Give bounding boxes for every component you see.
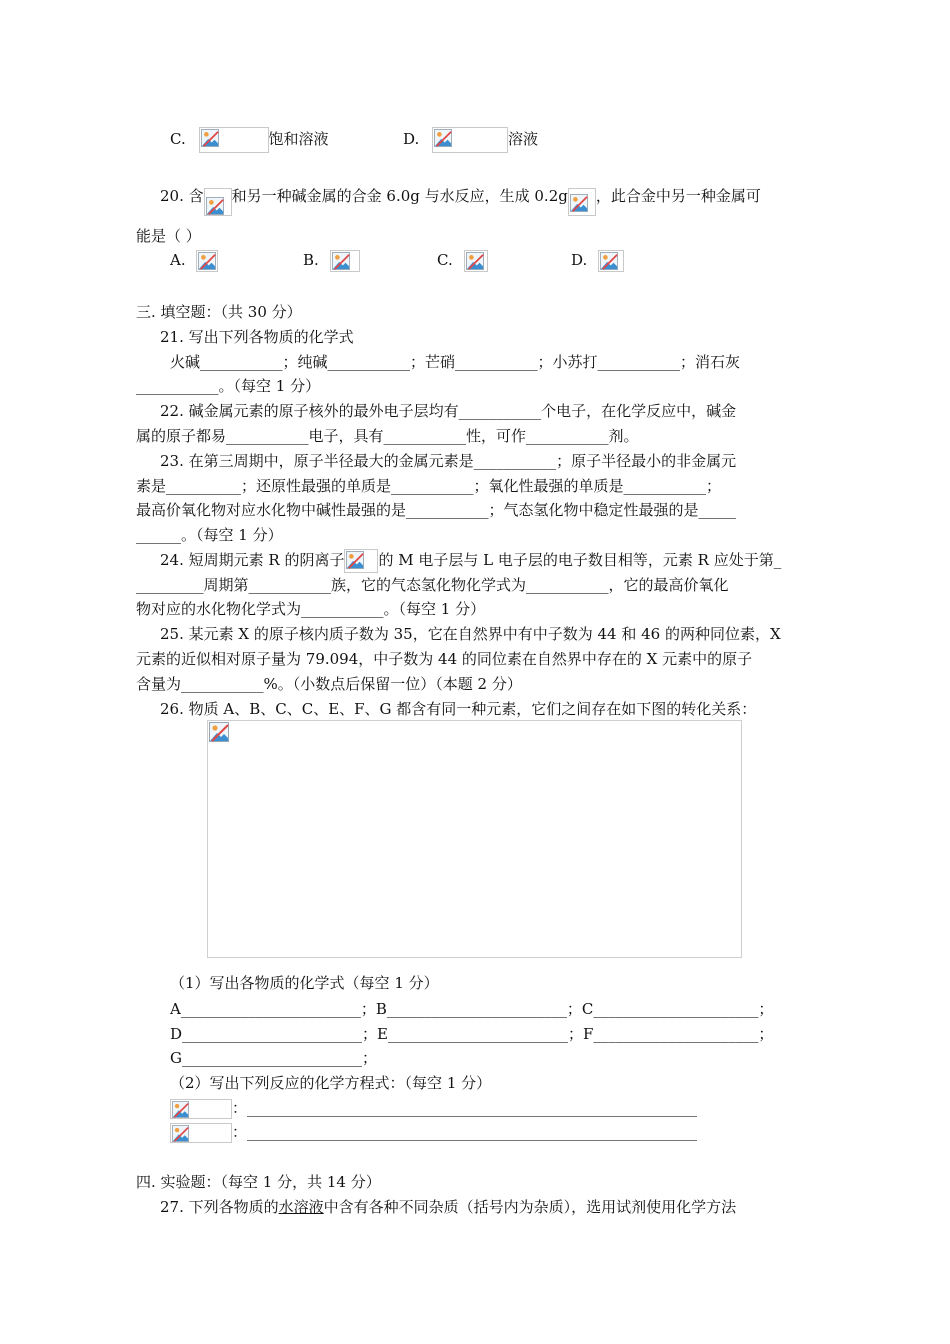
formula-image: [199, 127, 269, 153]
q21-line2: ___________。（每空 1 分）: [136, 377, 321, 395]
formula-image: [330, 250, 360, 272]
q21-title: 21. 写出下列各物质的化学式: [160, 328, 354, 346]
q26-sub1: （1）写出各物质的化学式（每空 1 分）: [170, 974, 439, 992]
reaction-image: [170, 1123, 232, 1143]
broken-image-icon: [206, 197, 224, 215]
option-label: B.: [303, 251, 319, 269]
q20-option-c: [437, 250, 488, 272]
q22-line1: 22. 碱金属元素的原子核外的最外电子层均有___________个电子，在化学反应中，碱金: [160, 402, 737, 420]
option-label: C.: [437, 251, 453, 269]
q26-answer-row: D________________________；E________________________；F______________________；: [170, 1025, 774, 1043]
q20-option-d: [571, 250, 624, 272]
q26-title: 26. 物质 A、B、C、C、E、F、G 都含有同一种元素，它们之间存在如下图的转化关系：: [160, 700, 757, 718]
q25-line1: 25. 某元素 X 的原子核内质子数为 35，它在自然界中有中子数为 44 和 46 的两种同位素，X: [160, 625, 781, 643]
broken-image-icon: [332, 252, 350, 270]
q20-options: [170, 250, 218, 272]
broken-image-icon: [172, 1125, 189, 1142]
formula-image: [464, 250, 488, 272]
q23-line2: 素是__________；还原性最强的单质是___________；氧化性最强的单质是___________；: [136, 477, 722, 495]
broken-image-icon: [466, 252, 484, 270]
broken-image-icon: [570, 194, 588, 212]
q25-line2: 元素的近似相对原子量为 79.094，中子数为 44 的同位素在自然界中存在的 X 元素中的原子: [136, 650, 753, 668]
q20-text: 20. 含: [160, 187, 204, 205]
q26-answer-row: G________________________；: [170, 1049, 377, 1067]
q27-line1: [160, 1197, 736, 1217]
formula-image: [432, 127, 508, 153]
q24-text: 的 M 电子层与 L 电子层的电子数目相等，元素 R 应处于第_: [378, 551, 782, 569]
q25-line3: 含量为___________%。（小数点后保留一位）（本题 2 分）: [136, 675, 522, 693]
q26-answer-row: A________________________；B________________________；C______________________；: [170, 1000, 774, 1018]
q24-line3: 物对应的水化物化学式为___________。（每空 1 分）: [136, 600, 486, 618]
q23-line1: 23. 在第三周期中，原子半径最大的金属元素是___________；原子半径最小的非金属元: [160, 452, 737, 470]
equation-blank: ：____________________________________________________________: [232, 1123, 698, 1141]
q24-text: 24. 短周期元素 R 的阴离子: [160, 551, 345, 569]
q22-line2: 属的原子都易___________电子，具有___________性，可作___________剂。: [136, 427, 639, 445]
formula-image: [598, 250, 624, 272]
option-label: D.: [571, 251, 588, 269]
formula-image: [344, 549, 378, 573]
conversion-diagram-image: [207, 720, 742, 958]
q21-line1: 火碱___________；纯碱___________；芒硝___________；小苏打___________；消石灰: [170, 353, 741, 371]
q27-text: 27. 下列各物质的: [160, 1198, 279, 1216]
formula-image: [568, 188, 596, 216]
broken-image-icon: [198, 252, 216, 270]
option-label: A.: [170, 251, 186, 269]
q24-line1: [160, 549, 781, 573]
broken-image-icon: [201, 129, 219, 147]
option-label: D.: [403, 130, 420, 148]
broken-image-icon: [434, 129, 452, 147]
section-heading: 四. 实验题：（每空 1 分，共 14 分）: [136, 1173, 381, 1191]
broken-image-icon: [346, 551, 364, 569]
q27-text: 中含有各种不同杂质（括号内为杂质），选用试剂使用化学方法: [323, 1198, 737, 1216]
q23-line4: ______。（每空 1 分）: [136, 526, 283, 544]
q20-option-b: [303, 250, 360, 272]
broken-image-icon: [209, 722, 229, 742]
reaction-image: [170, 1099, 232, 1119]
option-text: 饱和溶液: [268, 130, 329, 148]
broken-image-icon: [600, 252, 618, 270]
q27-underlined-text: 水溶液: [278, 1198, 324, 1216]
equation-blank: ：____________________________________________________________: [232, 1099, 698, 1117]
q20-line1: [160, 178, 761, 216]
broken-image-icon: [172, 1101, 189, 1118]
option-c: [170, 127, 329, 153]
formula-image: [196, 250, 218, 272]
q20-line2: 能是（ ）: [136, 227, 201, 245]
section-heading: 三. 填空题：（共 30 分）: [136, 303, 302, 321]
q24-line2: _________周期第___________族，它的气态氢化物化学式为___________，它的最高价氧化: [136, 576, 729, 594]
option-label: C.: [170, 130, 186, 148]
option-d: [403, 127, 538, 153]
option-text: 溶液: [508, 130, 539, 148]
q20-text: 和另一种碱金属的合金 6.0g 与水反应，生成 0.2g: [231, 187, 568, 205]
formula-image: [204, 188, 232, 216]
q26-sub2: （2）写出下列反应的化学方程式：（每空 1 分）: [170, 1074, 492, 1092]
q23-line3: 最高价氧化物对应水化物中碱性最强的是___________；气态氢化物中稳定性最强的是_____: [136, 501, 737, 519]
q20-text: ，此合金中另一种金属可: [595, 187, 761, 205]
equation-line-1: [170, 1098, 697, 1119]
equation-line-2: [170, 1122, 697, 1143]
